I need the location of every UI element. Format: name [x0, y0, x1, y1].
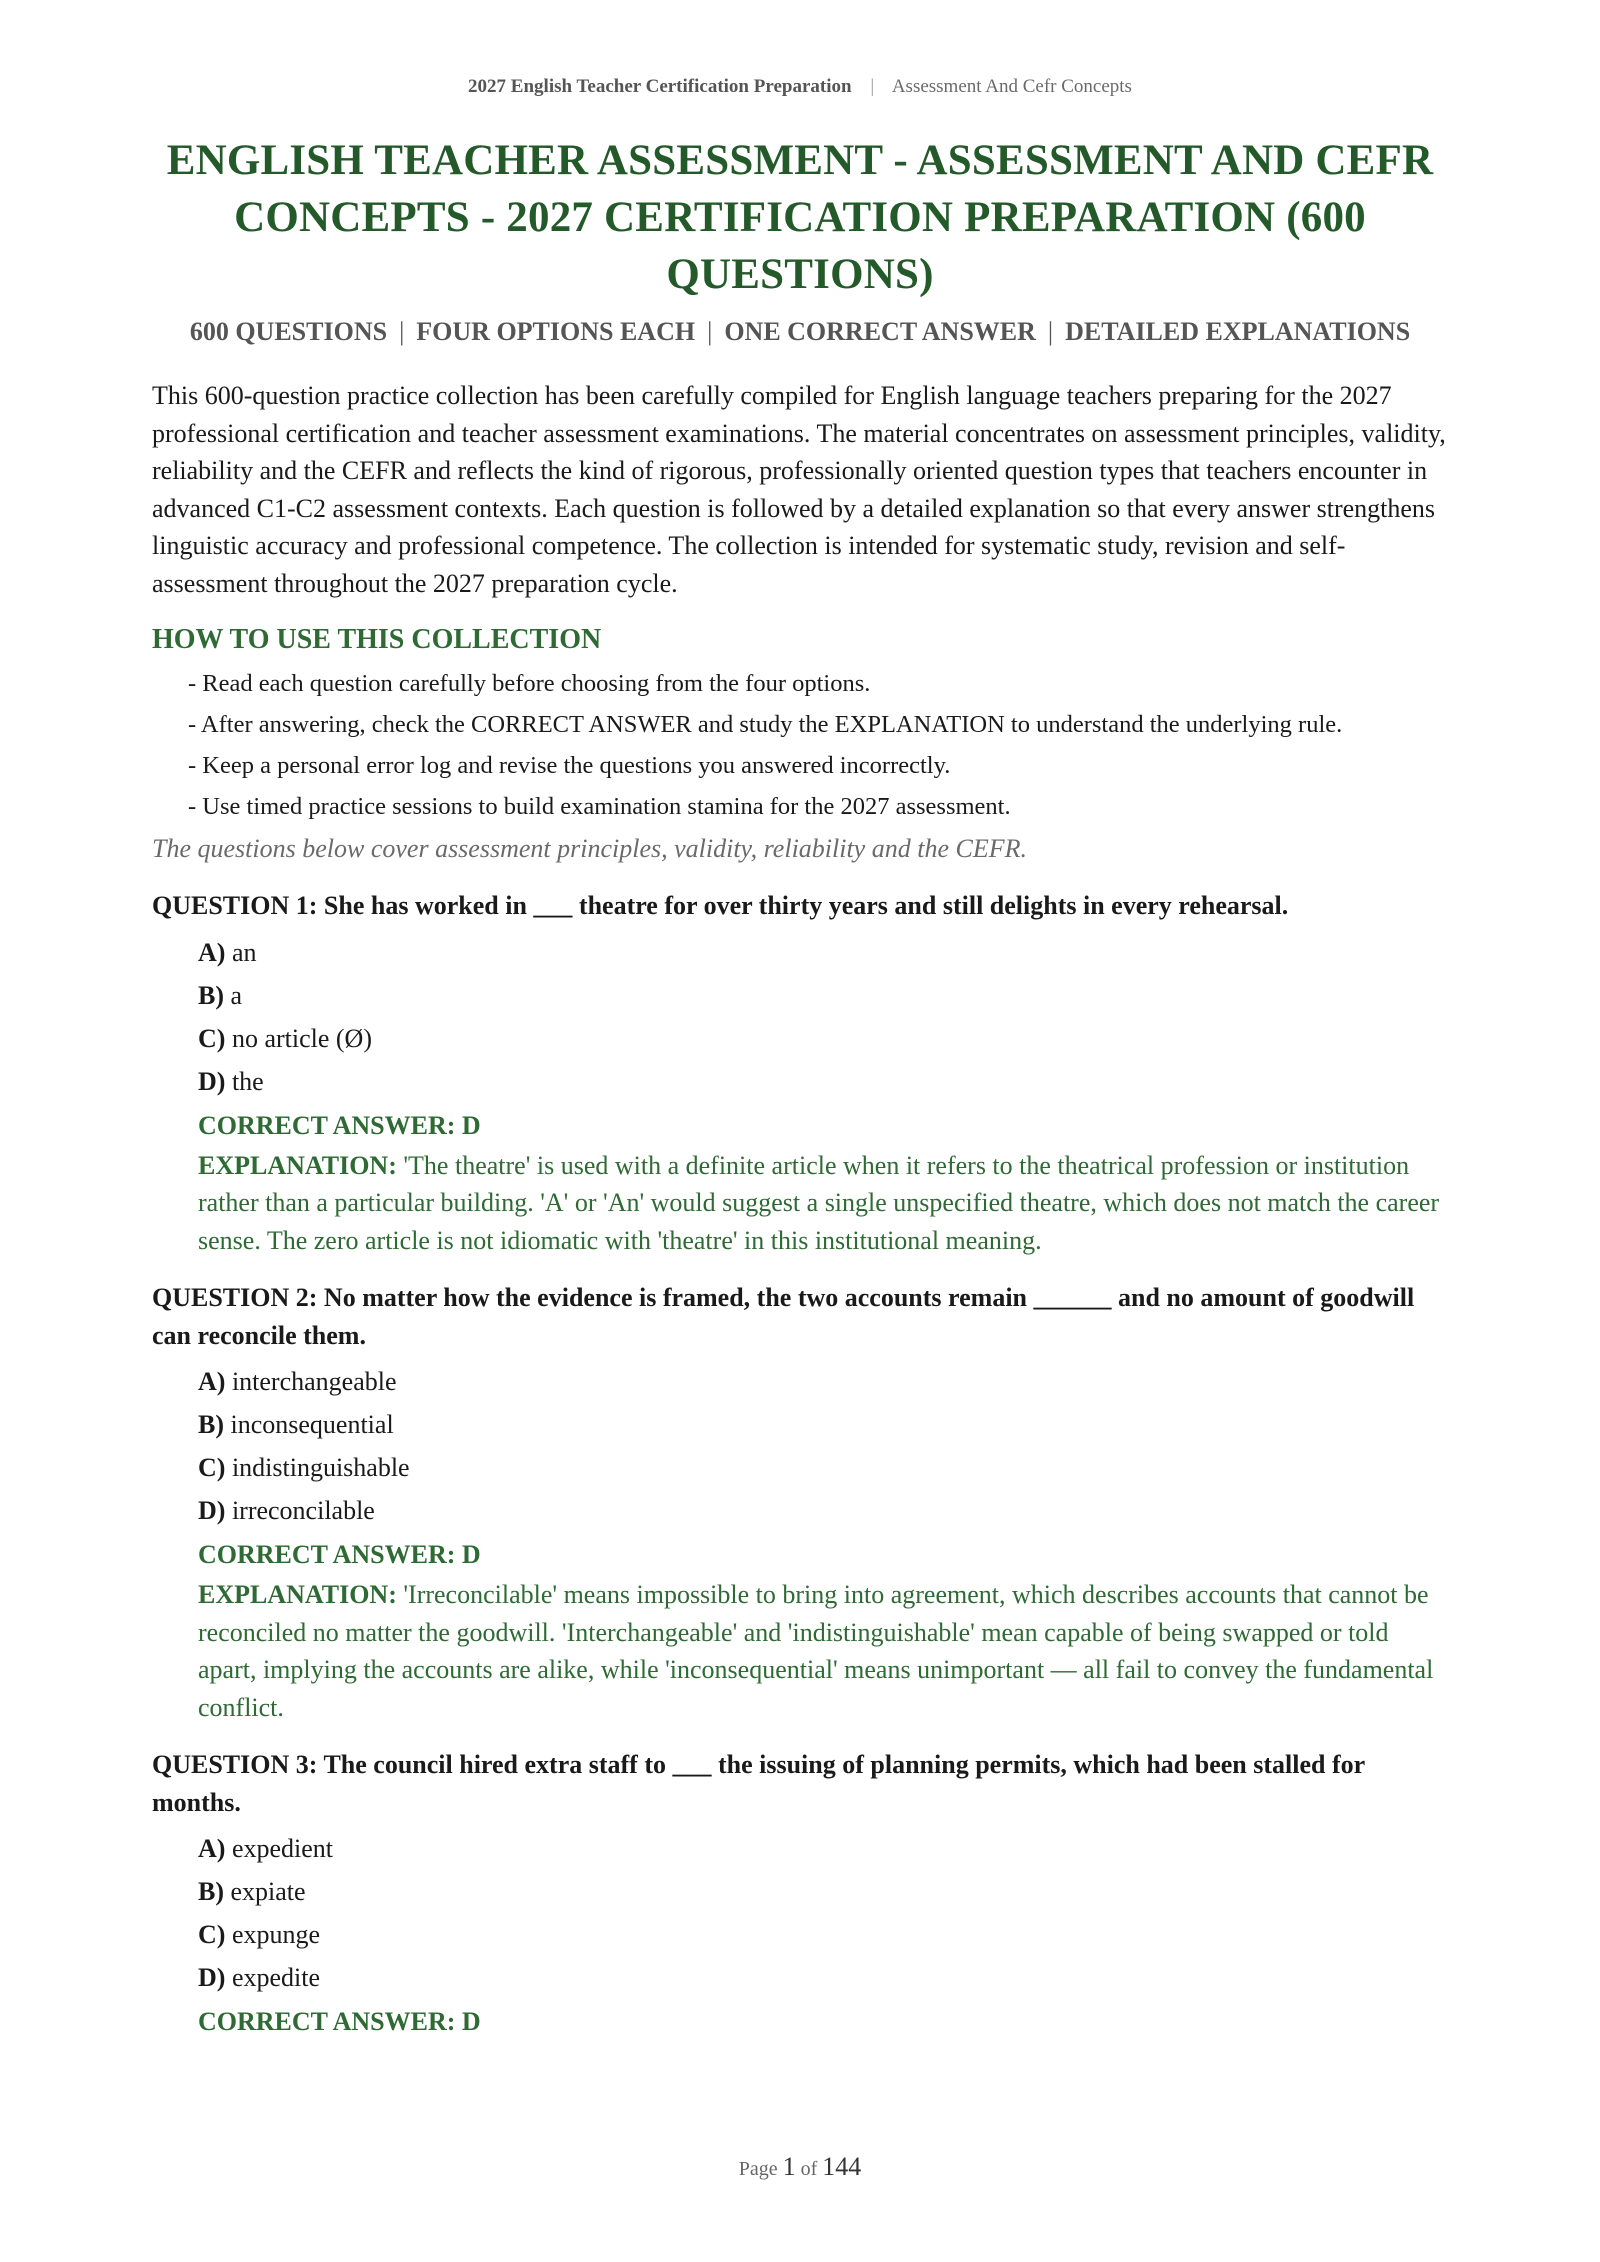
question-stem: QUESTION 1: She has worked in ___ theatre for over thirty years and still delights in every rehearsal.	[152, 891, 1289, 920]
option-c	[198, 1913, 1448, 1956]
subtitle-part: ONE CORRECT ANSWER	[724, 317, 1036, 346]
option-letter: D)	[198, 1496, 226, 1525]
option-d	[198, 1489, 1448, 1532]
correct-answer: CORRECT ANSWER: D	[198, 2007, 481, 2036]
option-list	[152, 1827, 1448, 1999]
running-header	[0, 76, 1600, 98]
option-b	[198, 974, 1448, 1017]
explanation	[198, 1576, 1448, 1726]
explanation-text: 'The theatre' is used with a definite article when it refers to the theatrical profession or institution rather than a particular building. 'A' or 'An' would suggest a single unspecified theatre, which does not match the career sense. The zero article is not idiomatic with 'theatre' in this institutional meaning.	[198, 1150, 1440, 1255]
subtitle-separator: |	[399, 317, 405, 346]
option-a	[198, 931, 1448, 974]
option-text: indistinguishable	[231, 1453, 410, 1482]
running-header-title: 2027 English Teacher Certification Preparation	[468, 76, 852, 97]
option-text: expedient	[231, 1834, 334, 1863]
how-to-use-list	[152, 666, 1448, 824]
option-letter: A)	[198, 937, 226, 967]
intro-paragraph: This 600-question practice collection has been carefully compiled for English language teachers preparing for the 2027 professional certification and teacher assessment examinations. The material concentrates on assessment principles, validity, reliability and the CEFR and reflects the kind of rigorous, professionally oriented question types that teachers encounter in advanced C1-C2 assessment contexts. Each question is followed by a detailed explanation so that every answer strengthens linguistic accuracy and professional competence. The collection is intended for systematic study, revision and self-assessment throughout the 2027 preparation cycle.	[152, 381, 1446, 598]
option-letter: A)	[198, 1367, 226, 1396]
explanation-text: 'Irreconcilable' means impossible to bring into agreement, which describes accounts that cannot be reconciled no matter the goodwill. 'Interchangeable' and 'indistinguishable' mean capable of being swapped or told apart, implying the accounts are alike, while 'inconsequential' means unimportant — all fail to convey the fundamental conflict.	[198, 1580, 1434, 1722]
option-d	[198, 1060, 1448, 1103]
of-word: of	[800, 2158, 818, 2180]
option-b	[198, 1870, 1448, 1913]
question-2	[152, 1279, 1448, 1726]
correct-answer: CORRECT ANSWER: D	[198, 1110, 481, 1140]
question-stem: QUESTION 3: The council hired extra staff to ___ the issuing of planning permits, which had been stalled for months.	[152, 1750, 1365, 1817]
subtitle-separator: |	[707, 317, 713, 346]
how-to-use-item: - After answering, check the CORRECT ANSWER and study the EXPLANATION to understand the underlying rule.	[188, 711, 1343, 738]
option-list	[152, 931, 1448, 1103]
option-letter: A)	[198, 1834, 226, 1863]
option-text: the	[231, 1066, 264, 1096]
option-text: inconsequential	[230, 1410, 394, 1439]
how-to-use-item: - Read each question carefully before choosing from the four options.	[188, 670, 871, 697]
option-letter: D)	[198, 1066, 226, 1096]
option-text: irreconcilable	[231, 1496, 375, 1525]
option-a	[198, 1827, 1448, 1870]
option-d	[198, 1956, 1448, 1999]
subtitle-part: FOUR OPTIONS EACH	[416, 317, 696, 346]
option-text: an	[231, 937, 257, 967]
coverage-note: The questions below cover assessment principles, validity, reliability and the CEFR.	[152, 834, 1027, 863]
option-letter: C)	[198, 1453, 226, 1482]
option-letter: B)	[198, 1877, 224, 1906]
option-a	[198, 1360, 1448, 1403]
explanation	[198, 1147, 1448, 1260]
option-letter: C)	[198, 1023, 226, 1053]
option-text: expunge	[231, 1920, 321, 1949]
document-title: ENGLISH TEACHER ASSESSMENT - ASSESSMENT AND CEFR CONCEPTS - 2027 CERTIFICATION PREPARATION (600 QUESTIONS)	[166, 137, 1434, 298]
how-to-use-item: - Keep a personal error log and revise the questions you answered incorrectly.	[188, 752, 951, 779]
running-header-section: Assessment And Cefr Concepts	[891, 76, 1132, 97]
option-text: no article (Ø)	[231, 1023, 372, 1053]
option-list	[152, 1360, 1448, 1532]
option-letter: C)	[198, 1920, 226, 1949]
how-to-use-heading: HOW TO USE THIS COLLECTION	[152, 624, 602, 655]
question-3	[152, 1746, 1448, 2043]
subtitle-part: DETAILED EXPLANATIONS	[1065, 317, 1411, 346]
page-number: 1	[782, 2152, 796, 2181]
option-text: a	[230, 980, 243, 1010]
subtitle-separator: |	[1047, 317, 1054, 346]
option-text: expiate	[230, 1877, 306, 1906]
total-pages: 144	[822, 2152, 862, 2181]
explanation-label: EXPLANATION:	[198, 1150, 397, 1180]
option-text: expedite	[231, 1963, 321, 1992]
option-letter: D)	[198, 1963, 226, 1992]
option-c	[198, 1017, 1448, 1060]
option-letter: B)	[198, 980, 224, 1010]
page-word: Page	[738, 2158, 778, 2180]
option-b	[198, 1403, 1448, 1446]
question-stem: QUESTION 2: No matter how the evidence is framed, the two accounts remain ______ and no amount of goodwill can reconcile them.	[152, 1283, 1415, 1350]
option-text: interchangeable	[231, 1367, 397, 1396]
question-1	[152, 887, 1448, 1259]
option-letter: B)	[198, 1410, 224, 1439]
correct-answer: CORRECT ANSWER: D	[198, 1540, 481, 1569]
subtitle-part: 600 QUESTIONS	[189, 317, 388, 346]
page-footer	[0, 2152, 1600, 2182]
option-c	[198, 1446, 1448, 1489]
explanation-label: EXPLANATION:	[198, 1580, 397, 1609]
document-subtitle	[152, 317, 1448, 347]
how-to-use-item: - Use timed practice sessions to build examination stamina for the 2027 assessment.	[188, 793, 1011, 820]
running-header-separator: |	[870, 76, 875, 97]
page-content	[152, 132, 1448, 2043]
